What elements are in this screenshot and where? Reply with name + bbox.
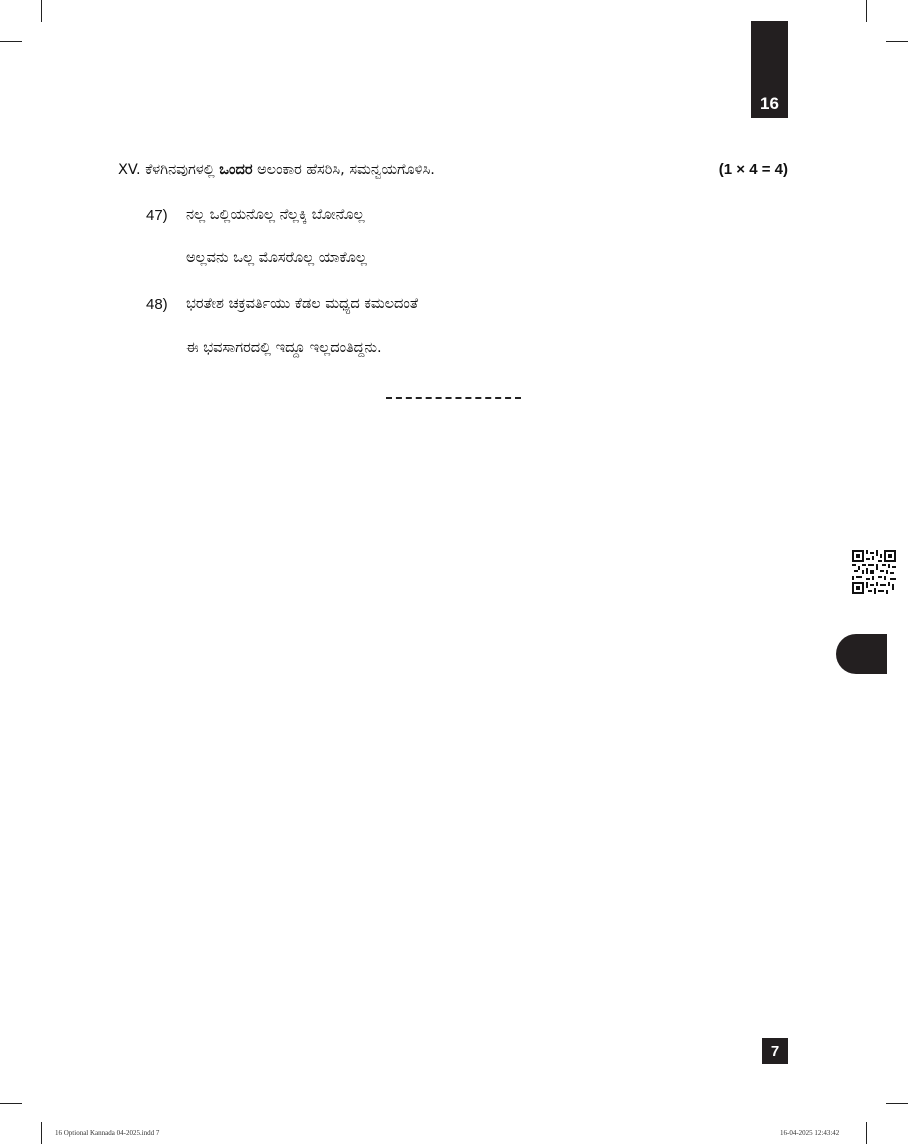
crop-mark bbox=[866, 0, 867, 22]
page-number-box bbox=[762, 1038, 788, 1064]
qr-code-icon bbox=[852, 550, 896, 594]
question-line: ನಲ್ಲ ಒಲ್ಲಿಯನೊಲ್ಲ ನೆಲ್ಲಕ್ಕಿ ಬೋನೊಲ್ಲ bbox=[186, 207, 365, 223]
instruction-bold: ಒಂದರ bbox=[219, 162, 253, 178]
paper-code-badge bbox=[751, 21, 788, 118]
crop-mark bbox=[41, 1122, 42, 1144]
section-heading bbox=[118, 160, 788, 180]
crop-mark bbox=[41, 0, 42, 22]
question-line: ಅಲ್ಲವನು ಒಲ್ಲ ಮೊಸರೊಲ್ಲ ಯಾಕೊಲ್ಲ bbox=[186, 250, 367, 266]
side-thumb-tab bbox=[836, 634, 887, 674]
page-number: 7 bbox=[770, 1042, 780, 1060]
question-line: ಭರತೇಶ ಚಕ್ರವರ್ತಿಯು ಕೆಡಲ ಮಧ್ಯದ ಕಮಲದಂತೆ bbox=[186, 296, 419, 312]
section-roman: XV. bbox=[118, 162, 141, 178]
paper-code: 16 bbox=[760, 94, 779, 113]
instruction-text: ಕೆಳಗಿನವುಗಳಲ್ಲಿ bbox=[145, 162, 215, 178]
question-number: 48) bbox=[146, 296, 168, 313]
crop-mark bbox=[0, 41, 22, 42]
file-slug: 16 Optional Kannada 04-2025.indd 7 bbox=[55, 1129, 160, 1137]
question-number: 47) bbox=[146, 207, 168, 224]
crop-mark bbox=[886, 1103, 908, 1104]
end-of-section-rule bbox=[386, 397, 521, 399]
marks-allocation: (1 × 4 = 4) bbox=[718, 161, 788, 178]
crop-mark bbox=[886, 41, 908, 42]
crop-mark bbox=[0, 1103, 22, 1104]
crop-mark bbox=[866, 1122, 867, 1144]
print-timestamp: 16-04-2025 12:43:42 bbox=[780, 1129, 840, 1137]
instruction-text-end: ಅಲಂಕಾರ ಹೆಸರಿಸಿ, ಸಮನ್ವಯಗೊಳಿಸಿ. bbox=[257, 162, 435, 178]
question-line: ಈ ಭವಸಾಗರದಲ್ಲಿ ಇದ್ದೂ ಇಲ್ಲದಂತಿದ್ದನು. bbox=[186, 340, 382, 356]
